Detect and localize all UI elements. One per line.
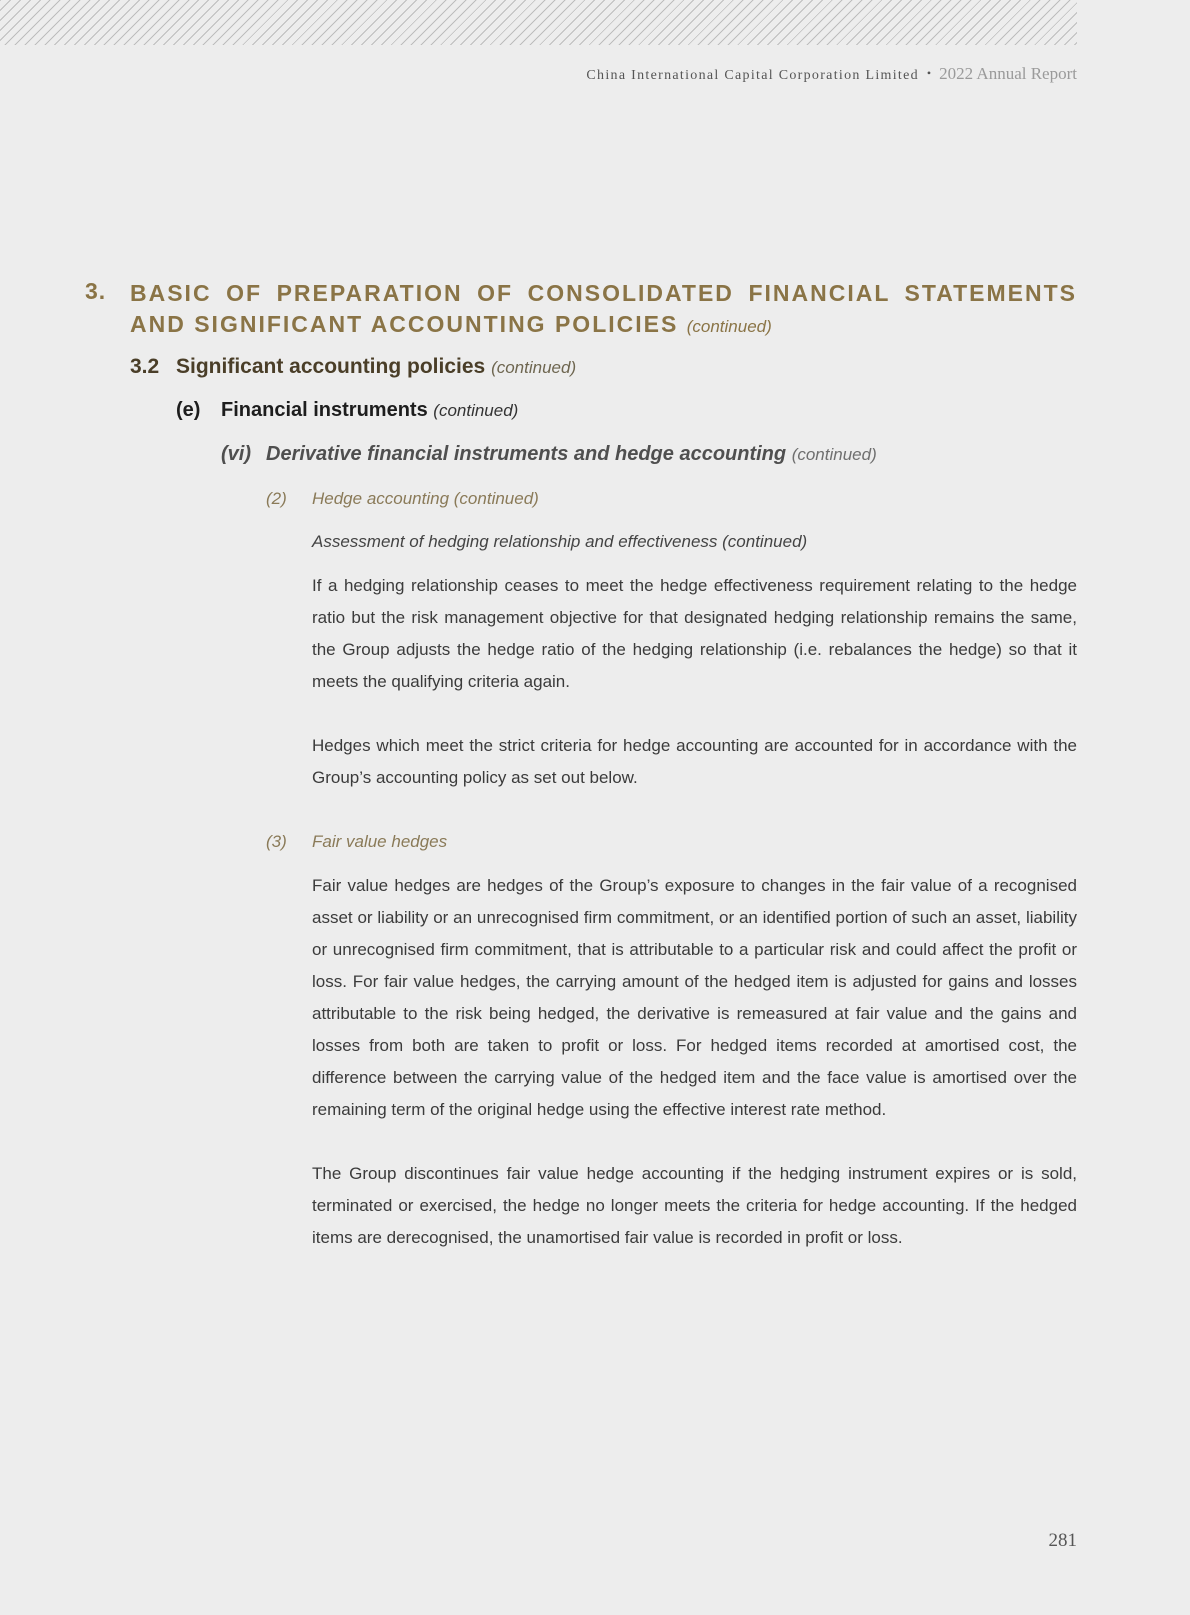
running-header [586, 64, 1077, 84]
point-3-title: Fair value hedges [312, 832, 448, 851]
subitem-title: Derivative financial instruments and hedge accounting [266, 443, 787, 465]
point-3-heading [266, 832, 447, 852]
subsection-title: Significant accounting policies [176, 355, 486, 378]
section-title-block [130, 278, 1077, 342]
item-number: (e) [176, 399, 201, 421]
subsection-continued: (continued) [491, 358, 577, 377]
point-2-title: Hedge accounting (continued) [312, 489, 539, 508]
subitem-number: (vi) [221, 443, 251, 465]
point-2-heading [266, 489, 539, 509]
page-number: 281 [1048, 1530, 1077, 1551]
paragraph-strict-criteria: Hedges which meet the strict criteria for hedge accounting are accounted for in accordance with the Group’s accounting policy as set out below. [312, 736, 1077, 787]
subsection-number: 3.2 [130, 355, 160, 378]
paragraph-fair-value-hedges: Fair value hedges are hedges of the Group’s exposure to changes in the fair value of a recognised asset or liability or an unrecognised firm commitment, or an identified portion of such an asset, liability or unrecognised firm commitment, that is attributable to a particular risk and could affect the profit or loss. For fair value hedges, the carrying amount of the hedged item is adjusted for gains and losses attributable to the risk being hedged, the derivative is remeasured at fair value and the gains and losses from both are taken to profit or loss. For hedged items recorded at amortised cost, the difference between the carrying value of the hedged item and the face value is amortised over the remaining term of the original hedge using the effective interest rate method. [312, 876, 1077, 1119]
point-2-number: (2) [266, 489, 287, 508]
point-3-number: (3) [266, 832, 287, 851]
subitem-heading [221, 443, 877, 466]
header-hatch-pattern [0, 0, 1077, 45]
header-separator: • [926, 66, 932, 80]
section-title: BASIC OF PREPARATION OF CONSOLIDATED FINANCIAL STATEMENTS AND SIGNIFICANT ACCOUNTING POLICIES [130, 280, 1077, 337]
paragraph-rebalancing: If a hedging relationship ceases to meet the hedge effectiveness requirement relating to the hedge ratio but the risk management objective for that designated hedging relationship remains the same, the Group adjusts the hedge ratio of the hedging relationship (i.e. rebalances the hedge) so that it meets the qualifying criteria again. [312, 576, 1077, 691]
item-title: Financial instruments [221, 399, 428, 421]
paragraph-discontinuation: The Group discontinues fair value hedge accounting if the hedging instrument expires or is sold, terminated or exercised, the hedge no longer meets the criteria for hedge accounting. If the hedged items are derecognised, the unamortised fair value is recorded in profit or loss. [312, 1164, 1077, 1247]
subitem-continued: (continued) [791, 445, 877, 464]
company-name: China International Capital Corporation Limited [586, 68, 919, 83]
section-number: 3. [85, 278, 107, 304]
item-heading [176, 399, 518, 422]
section-heading [85, 278, 1077, 342]
report-title: 2022 Annual Report [939, 64, 1077, 83]
assessment-subheading: Assessment of hedging relationship and effectiveness (continued) [312, 532, 808, 551]
item-continued: (continued) [433, 401, 519, 420]
section-continued: (continued) [686, 317, 772, 336]
subsection-heading [130, 355, 576, 379]
